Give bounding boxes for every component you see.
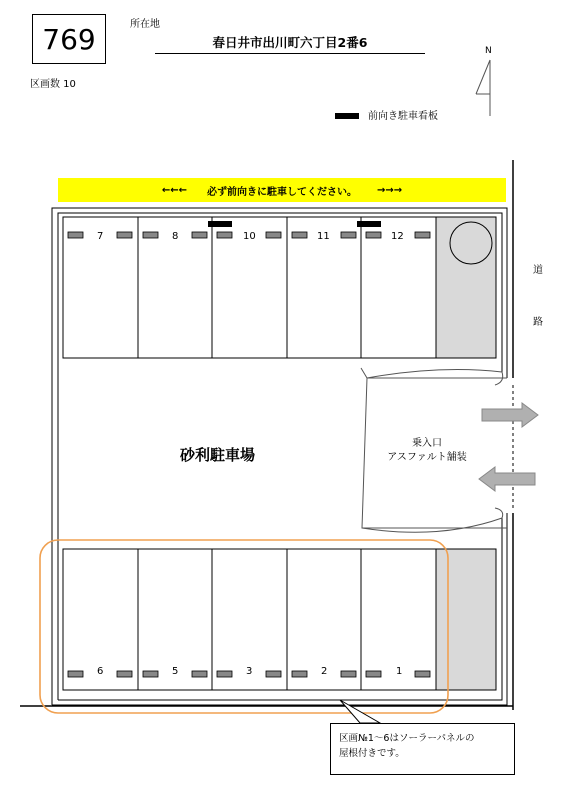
note-line1: 区画№1～6はソーラーパネルの — [339, 733, 475, 744]
space-label-5: 5 — [172, 666, 179, 677]
gravel-lot-label: 砂利駐車場 — [180, 446, 256, 464]
banner-arrows-left: ←←← — [161, 184, 187, 196]
solar-panel-note — [330, 723, 515, 775]
space-label-12: 12 — [391, 231, 404, 242]
space-label-7: 7 — [97, 231, 104, 242]
entrance-label-line1: 乗入口 — [412, 438, 442, 449]
note-line2: 屋根付きです。 — [339, 748, 405, 759]
north-label: N — [485, 46, 492, 56]
space-label-1: 1 — [396, 666, 403, 677]
sign-legend-label: 前向き駐車看板 — [368, 111, 438, 122]
space-label-10: 10 — [243, 231, 256, 242]
space-label-3: 3 — [246, 666, 253, 677]
space-label-11: 11 — [317, 231, 330, 242]
lot-number: 769 — [32, 14, 106, 64]
space-label-8: 8 — [172, 231, 179, 242]
banner-arrows-right: →→→ — [377, 184, 403, 196]
entrance-label — [372, 437, 482, 465]
road-label-1: 道 — [533, 265, 543, 276]
space-label-6: 6 — [97, 666, 104, 677]
entrance-label-line2: アスファルト舗装 — [387, 452, 467, 463]
location-label: 所在地 — [130, 19, 160, 30]
road-label-2: 路 — [533, 317, 543, 328]
banner-text: 必ず前向きに駐車してください。 — [207, 186, 357, 198]
space-count: 区画数 10 — [30, 79, 76, 90]
address: 春日井市出川町六丁目2番6 — [155, 33, 425, 54]
space-label-2: 2 — [321, 666, 328, 677]
